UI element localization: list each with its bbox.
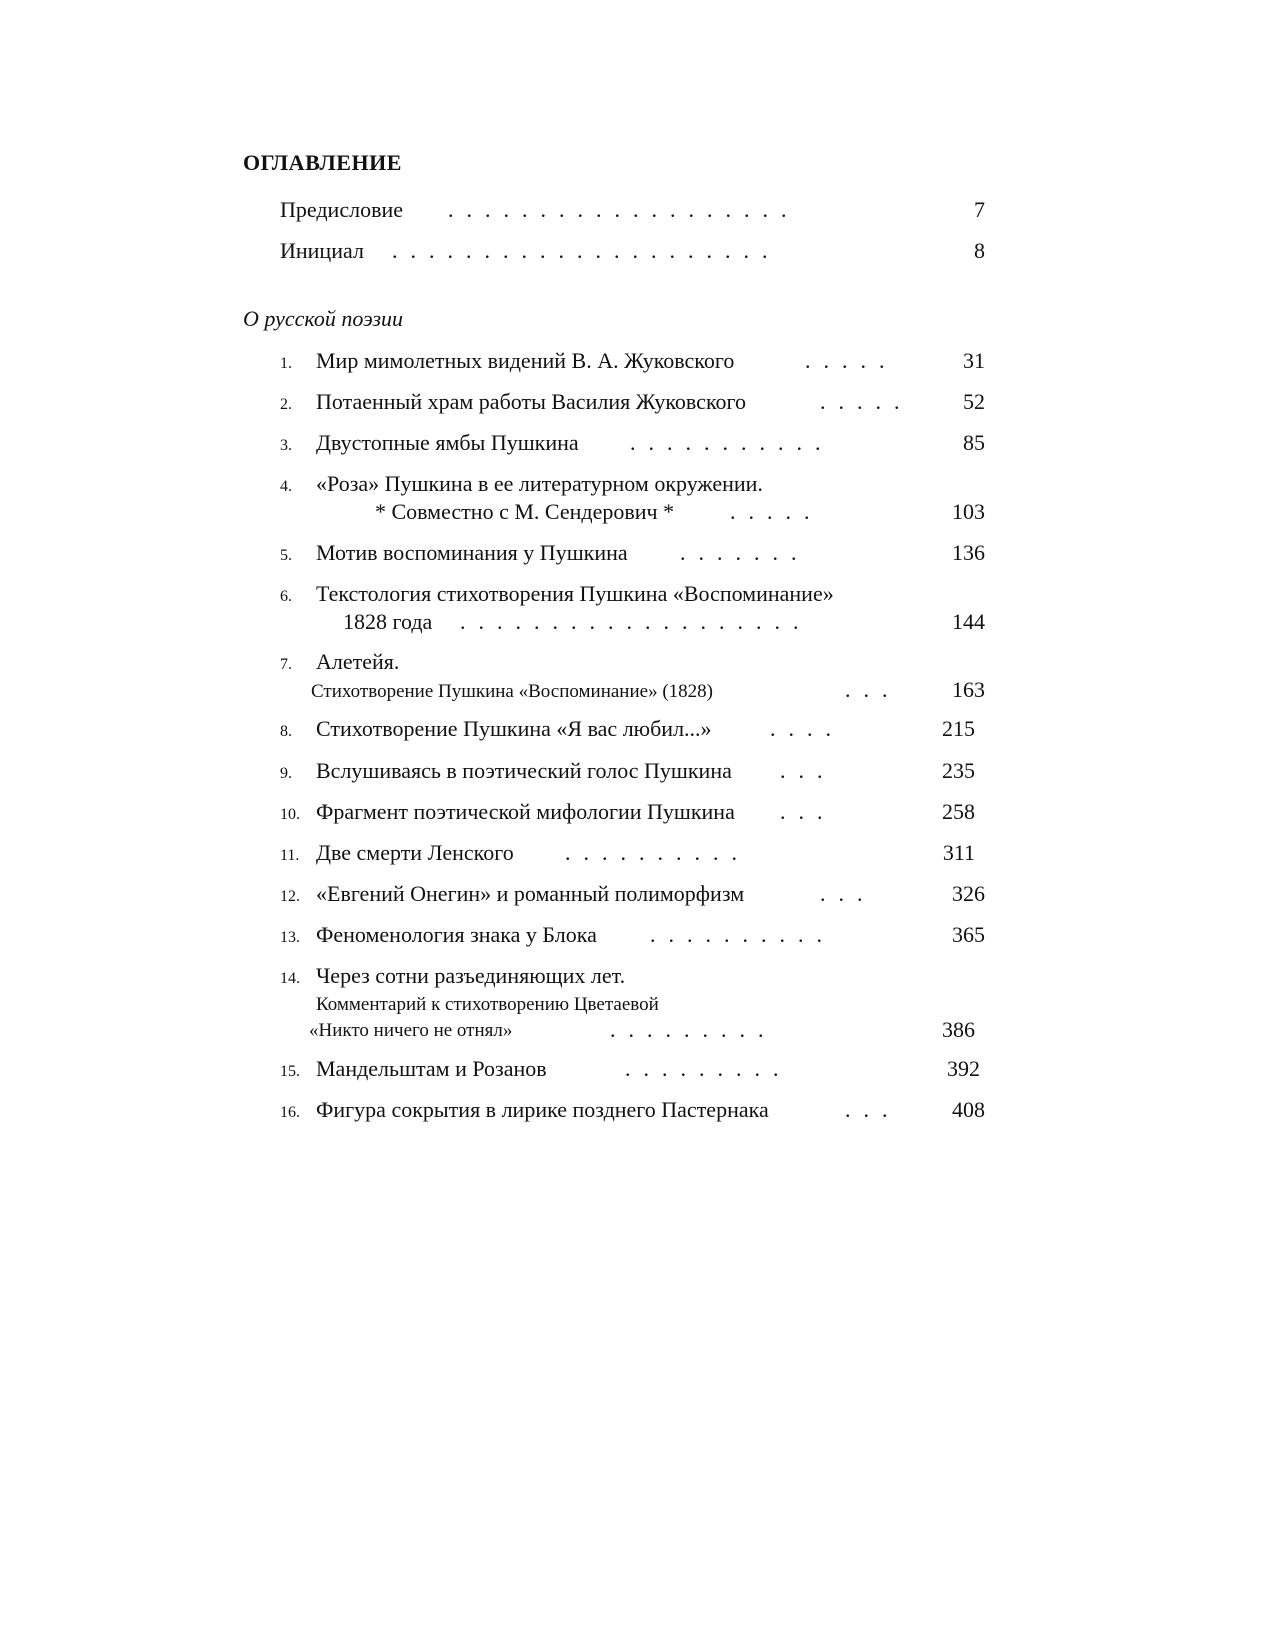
toc-entry-6[interactable] bbox=[280, 580, 985, 636]
entry-page-number: 7 bbox=[974, 197, 985, 222]
toc-entry-7[interactable] bbox=[280, 648, 985, 704]
entry-title: Текстология стихотворения Пушкина «Воспоминание» bbox=[316, 581, 834, 606]
entry-title: Мандельштам и Розанов bbox=[316, 1056, 547, 1081]
entry-page-number: 326 bbox=[952, 881, 985, 906]
entry-subtitle: * Совместно с М. Сендерович * bbox=[375, 499, 675, 524]
toc-entry-2[interactable] bbox=[280, 388, 985, 416]
toc-entry-initial[interactable] bbox=[280, 237, 985, 265]
toc-entry-10[interactable] bbox=[280, 798, 985, 826]
entry-title: Стихотворение Пушкина «Я вас любил...» bbox=[316, 716, 712, 741]
entry-page-number: 311 bbox=[942, 840, 975, 865]
entry-title: Потаенный храм работы Василия Жуковского bbox=[316, 389, 746, 414]
entry-number: 10. bbox=[280, 806, 300, 823]
entry-title: Вслушиваясь в поэтический голос Пушкина bbox=[316, 758, 732, 783]
entry-title: Предисловие bbox=[280, 197, 403, 222]
dot-leader: .... bbox=[770, 716, 844, 741]
dot-leader: ..... bbox=[820, 389, 913, 414]
toc-entry-1[interactable] bbox=[280, 347, 985, 375]
toc-entry-16[interactable] bbox=[280, 1096, 985, 1124]
dot-leader: ........... bbox=[630, 430, 834, 455]
toc-entry-14[interactable] bbox=[280, 962, 985, 1044]
entry-number: 8. bbox=[280, 723, 292, 740]
toc-entry-11[interactable] bbox=[280, 839, 985, 867]
entry-page-number: 144 bbox=[952, 609, 985, 634]
entry-number: 5. bbox=[280, 547, 292, 564]
entry-title: Фигура сокрытия в лирике позднего Пастернака bbox=[316, 1097, 769, 1122]
entry-page-number: 103 bbox=[952, 499, 985, 524]
dot-leader: ................... bbox=[460, 609, 812, 634]
dot-leader: ....... bbox=[680, 540, 810, 565]
dot-leader: ... bbox=[845, 677, 901, 702]
toc-heading: ОГЛАВЛЕНИЕ bbox=[243, 150, 402, 175]
entry-page-number: 258 bbox=[942, 799, 975, 824]
entry-page-number: 52 bbox=[963, 389, 985, 414]
entry-page-number: 163 bbox=[952, 677, 985, 702]
dot-leader: ... bbox=[820, 881, 876, 906]
entry-subtitle: 1828 года bbox=[343, 609, 433, 634]
entry-title: Феноменология знака у Блока bbox=[316, 922, 597, 947]
entry-number: 14. bbox=[280, 970, 300, 987]
entry-number: 4. bbox=[280, 478, 292, 495]
entry-number: 2. bbox=[280, 396, 292, 413]
entry-page-number: 392 bbox=[947, 1056, 980, 1081]
entry-page-number: 215 bbox=[942, 716, 975, 741]
entry-number: 11. bbox=[280, 847, 300, 864]
toc-entry-12[interactable] bbox=[280, 880, 985, 908]
dot-leader: ..... bbox=[805, 348, 898, 373]
entry-title: Двустопные ямбы Пушкина bbox=[316, 430, 579, 455]
entry-subtitle: «Никто ничего не отнял» bbox=[309, 1020, 513, 1041]
dot-leader: ......... bbox=[625, 1056, 792, 1081]
dot-leader: ..................... bbox=[392, 238, 781, 263]
entry-title: Две смерти Ленского bbox=[316, 840, 514, 865]
entry-page-number: 386 bbox=[942, 1017, 975, 1042]
entry-title: «Роза» Пушкина в ее литературном окружении. bbox=[316, 471, 763, 496]
entry-page-number: 85 bbox=[963, 430, 985, 455]
entry-title: Через сотни разъединяющих лет. bbox=[316, 963, 626, 988]
toc-entry-4[interactable] bbox=[280, 470, 985, 526]
dot-leader: ......... bbox=[610, 1017, 777, 1042]
dot-leader: ..... bbox=[730, 499, 823, 524]
toc-entry-preface[interactable] bbox=[280, 196, 985, 224]
entry-title: Алетейя. bbox=[316, 649, 400, 674]
entry-page-number: 365 bbox=[952, 922, 985, 947]
dot-leader: .......... bbox=[565, 840, 750, 865]
entry-number: 13. bbox=[280, 929, 300, 946]
entry-page-number: 136 bbox=[952, 540, 985, 565]
entry-page-number: 8 bbox=[974, 238, 985, 263]
dot-leader: .......... bbox=[650, 922, 835, 947]
toc-entry-13[interactable] bbox=[280, 921, 985, 949]
toc-entry-3[interactable] bbox=[280, 429, 985, 457]
entry-number: 3. bbox=[280, 437, 292, 454]
entry-title: Мотив воспоминания у Пушкина bbox=[316, 540, 628, 565]
dot-leader: ... bbox=[845, 1097, 901, 1122]
entry-title: Инициал bbox=[280, 238, 364, 263]
entry-page-number: 31 bbox=[963, 348, 985, 373]
dot-leader: ... bbox=[780, 799, 836, 824]
entry-title: Фрагмент поэтической мифологии Пушкина bbox=[316, 799, 735, 824]
entry-title: Мир мимолетных видений В. А. Жуковского bbox=[316, 348, 735, 373]
entry-number: 6. bbox=[280, 588, 292, 605]
dot-leader: ... bbox=[780, 758, 836, 783]
entry-subtitle: Комментарий к стихотворению Цветаевой bbox=[316, 994, 659, 1015]
section-title: О русской поэзии bbox=[243, 306, 404, 331]
toc-entry-5[interactable] bbox=[280, 539, 985, 567]
dot-leader: ................... bbox=[448, 197, 800, 222]
entry-number: 15. bbox=[280, 1063, 300, 1080]
entry-number: 7. bbox=[280, 656, 292, 673]
toc-entry-9[interactable] bbox=[280, 757, 985, 785]
toc-entry-8[interactable] bbox=[280, 715, 985, 743]
entry-subtitle: Стихотворение Пушкина «Воспоминание» (1828) bbox=[311, 681, 713, 702]
entry-page-number: 408 bbox=[952, 1097, 985, 1122]
entry-page-number: 235 bbox=[942, 758, 975, 783]
entry-title: «Евгений Онегин» и романный полиморфизм bbox=[316, 881, 745, 906]
entry-number: 9. bbox=[280, 765, 292, 782]
entry-number: 1. bbox=[280, 355, 292, 372]
entry-number: 16. bbox=[280, 1104, 300, 1121]
entry-number: 12. bbox=[280, 888, 300, 905]
toc-entry-15[interactable] bbox=[280, 1055, 985, 1083]
